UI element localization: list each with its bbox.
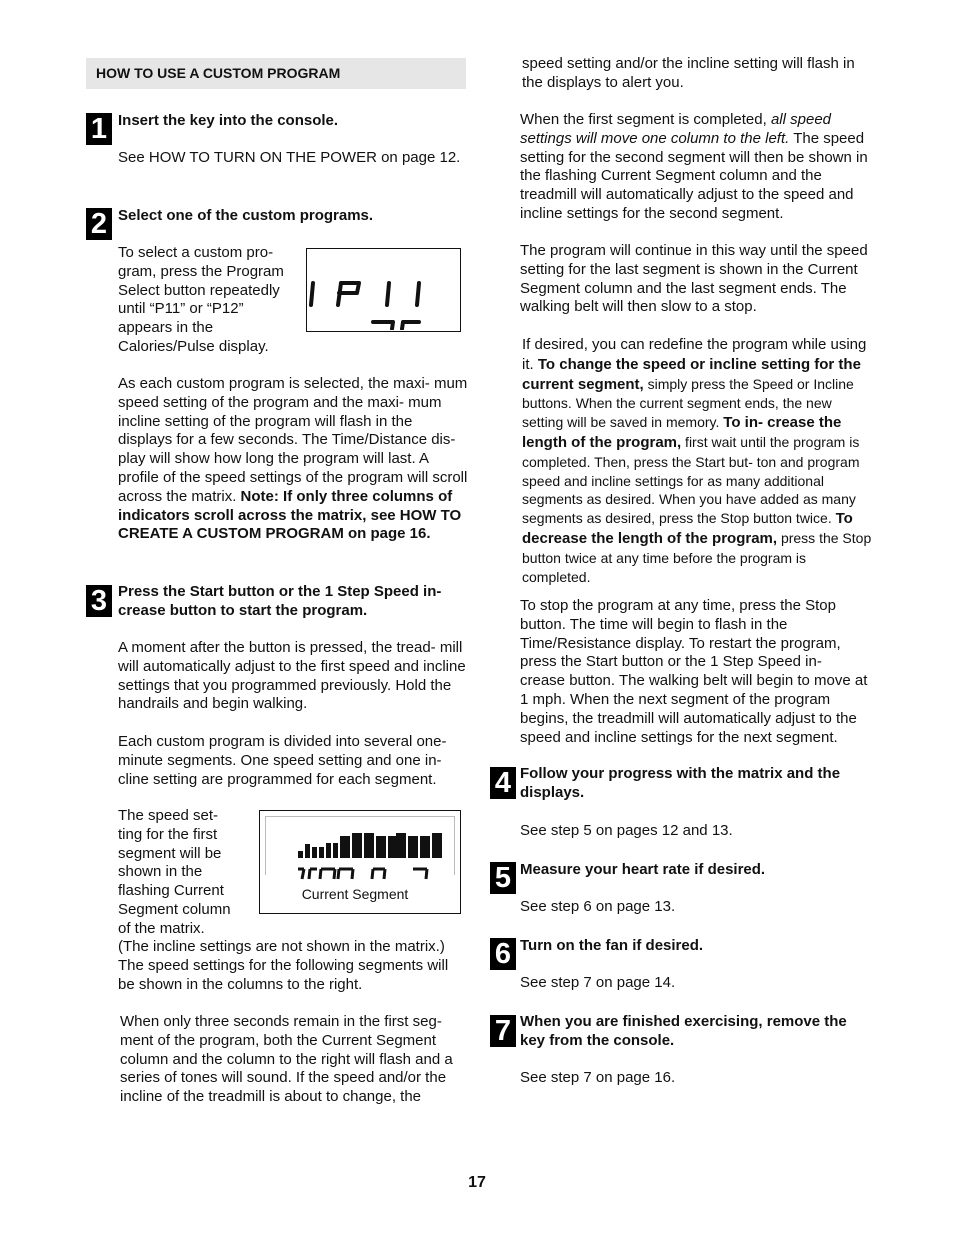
step-3-number: 3 bbox=[86, 585, 112, 617]
p11-segment-digits bbox=[307, 249, 459, 330]
right-p4-b: To change the speed or incline setting for the current segment, bbox=[522, 355, 861, 393]
right-p2-italic: all speed settings will move one column to the left. bbox=[520, 111, 831, 147]
right-p4-d: To in- crease the length of the program, bbox=[522, 414, 842, 451]
matrix-bars bbox=[260, 811, 460, 881]
step-1-number: 1 bbox=[86, 113, 112, 145]
section-title: HOW TO USE A CUSTOM PROGRAM bbox=[86, 58, 466, 89]
right-p4-a: If desired, you can redefine the program while using it. bbox=[522, 336, 867, 373]
right-p2-c: The speed setting for the second segment will then be shown in the flashing Current Segment column and the treadmill will automatically adjust to the speed and incline settings for the second segment. bbox=[520, 129, 868, 222]
step-2-number: 2 bbox=[86, 208, 112, 240]
step-4-heading: Follow your progress with the matrix and the displays. bbox=[520, 765, 841, 801]
step-2-intro: To select a custom pro- gram, press the Program Select button repeatedly until “P11” or “P12” appears in the Calories/Pulse display. bbox=[118, 244, 284, 355]
step-1-heading: Insert the key into the console. bbox=[118, 112, 339, 129]
step-3-paragraph-1: A moment after the button is pressed, the tread- mill will automatically adjust to the first speed and incline settings that you programmed previously. Hold the handrails and begin walking. bbox=[118, 639, 466, 713]
right-paragraph-5: To stop the program at any time, press the Stop button. The time will begin to flash in the Time/Resistance display. To restart the program, press the Start button or the 1 Step Speed in- crease button. The walking belt will begin to move at 1 mph. When the next segment of the program begins, the treadmill will automatically adjust to the speed and incline settings for the next segment. bbox=[520, 597, 868, 746]
step-2-para-a: As each custom program is selected, the maxi- mum speed setting of the program and the maxi- mum incline setting of the program will flash in the displays for a few seconds. The Time/Distance dis- play will show how long the program will last. A profile of the speed settings of the program will scroll across the matrix. bbox=[118, 375, 468, 505]
step-6-number: 6 bbox=[490, 938, 516, 970]
right-paragraph-4 bbox=[522, 335, 872, 586]
step-4-number: 4 bbox=[490, 767, 516, 799]
step-5-body: See step 6 on page 13. bbox=[520, 898, 676, 915]
step-4-body: See step 5 on pages 12 and 13. bbox=[520, 822, 733, 839]
step-2-paragraph bbox=[118, 375, 468, 544]
step-7-heading: When you are finished exercising, remove the key from the console. bbox=[520, 1013, 847, 1049]
step-1-body: See HOW TO TURN ON THE POWER on page 12. bbox=[118, 149, 461, 166]
right-p4-e: first wait until the program is completed. Then, press the Start but- ton and program speed and incline settings for as many additional segments as desired. When you have added as many segments as desired, press the Stop button twice. bbox=[522, 433, 860, 527]
matrix-display bbox=[259, 810, 461, 914]
right-p4-g: press the Stop button twice at any time before the program is completed. bbox=[522, 529, 872, 585]
right-paragraph-2 bbox=[520, 111, 872, 224]
step-3-paragraph-4: (The incline settings are not shown in the matrix.) The speed settings for the following segments will be shown in the columns to the right. bbox=[118, 938, 449, 993]
step-3-paragraph-5: When only three seconds remain in the first seg- ment of the program, both the Current Segment column and the column to the right will flash and a series of tones will sound. If the speed and/or the incline of the treadmill is about to change, the bbox=[120, 1013, 453, 1106]
right-paragraph-3: The program will continue in this way until the speed setting for the last segment is shown in the Current Segment column and the last segment ends. The walking belt will then slow to a stop. bbox=[520, 242, 868, 316]
step-5-number: 5 bbox=[490, 862, 516, 894]
right-p4-c: simply press the Speed or Incline buttons. When the current segment ends, the new setting will be saved in memory. bbox=[522, 375, 854, 431]
right-paragraph-1: speed setting and/or the incline setting will flash in the displays to alert you. bbox=[522, 55, 855, 91]
step-2-heading: Select one of the custom programs. bbox=[118, 207, 374, 224]
step-3-paragraph-3: The speed set- ting for the first segment will be shown in the flashing Current Segment column of the matrix. bbox=[118, 807, 231, 937]
step-3-paragraph-2: Each custom program is divided into several one- minute segments. One speed setting and one in- cline setting are programmed for each segment. bbox=[118, 733, 447, 788]
step-3-heading: Press the Start button or the 1 Step Speed in- crease button to start the program. bbox=[118, 583, 442, 619]
step-6-body: See step 7 on page 14. bbox=[520, 974, 676, 991]
step-2-note: Note: If only three columns of indicators scroll across the matrix, see HOW TO CREATE A CUSTOM PROGRAM on page 16. bbox=[118, 487, 462, 543]
current-segment-label: Current Segment bbox=[301, 886, 409, 902]
page-number: 17 bbox=[468, 1174, 486, 1191]
step-7-number: 7 bbox=[490, 1015, 516, 1047]
right-p2-a: When the first segment is completed, bbox=[520, 111, 771, 128]
calories-pulse-display bbox=[306, 248, 461, 332]
step-6-heading: Turn on the fan if desired. bbox=[520, 937, 704, 954]
step-5-heading: Measure your heart rate if desired. bbox=[520, 861, 766, 878]
step-7-body: See step 7 on page 16. bbox=[520, 1069, 676, 1086]
right-p4-f: To decrease the length of the program, bbox=[522, 510, 853, 547]
